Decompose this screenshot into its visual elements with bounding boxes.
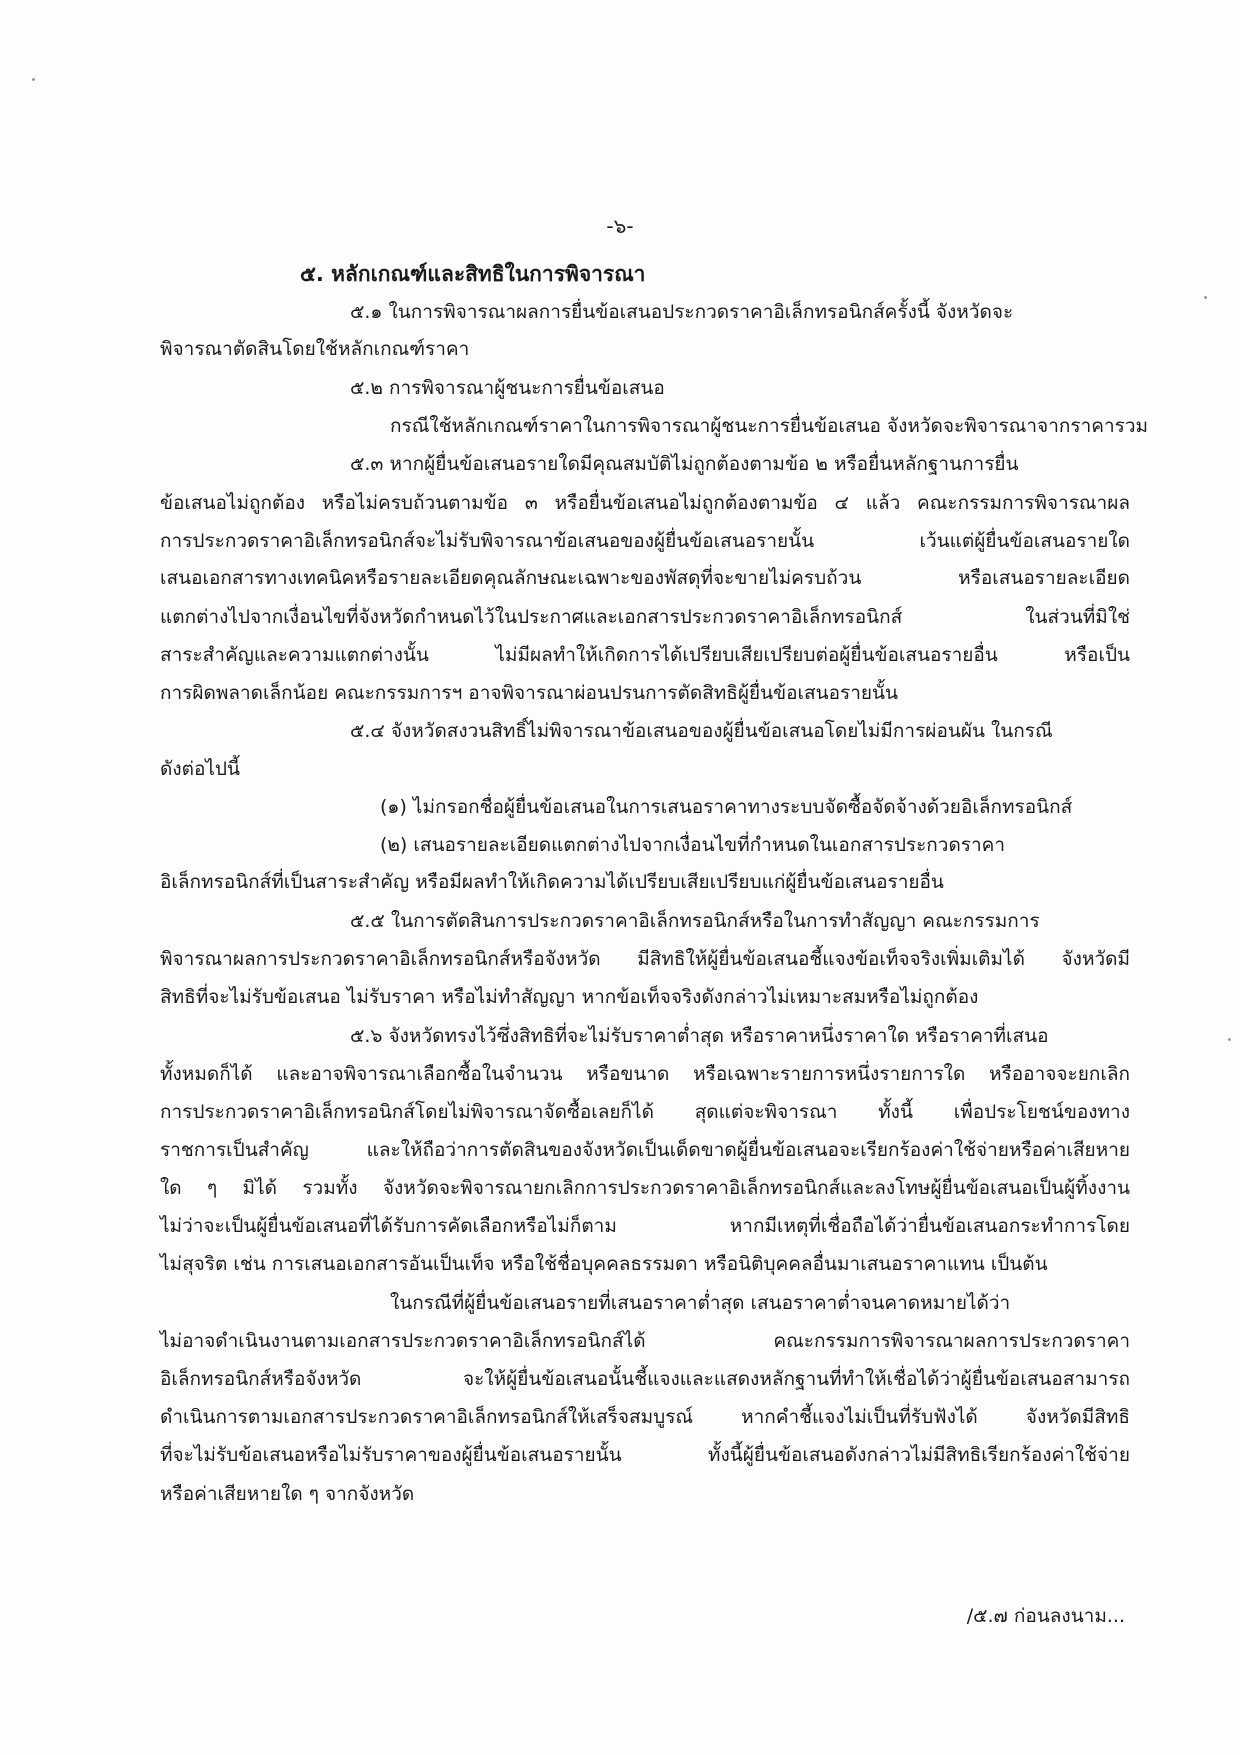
paragraph-line: หรือค่าเสียหายใด ๆ จากจังหวัด <box>160 1483 415 1505</box>
paragraph-line: ๕.๓ หากผู้ยื่นข้อเสนอรายใดมีคุณสมบัติไม่ถูกต้องตามข้อ ๒ หรือยื่นหลักฐานการยื่น <box>350 453 1019 475</box>
paragraph-line: ๕.๕ ในการตัดสินการประกวดราคาอิเล็กทรอนิกส์หรือในการทำสัญญา คณะกรรมการ <box>350 910 1040 932</box>
paragraph-line: ข้อเสนอไม่ถูกต้อง หรือไม่ครบถ้วนตามข้อ ๓ หรือยื่นข้อเสนอไม่ถูกต้องตามข้อ ๔ แล้ว คณะกรรมการพิจารณาผล <box>160 492 1130 514</box>
paragraph-line: ใด ๆ มิได้ รวมทั้ง จังหวัดจะพิจารณายกเลิกการประกวดราคาอิเล็กทรอนิกส์และลงโทษผู้ยื่นข้อเสนอเป็นผู้ทิ้งงาน <box>160 1177 1130 1199</box>
paragraph-line: เสนอเอกสารทางเทคนิคหรือรายละเอียดคุณลักษณะเฉพาะของพัสดุที่จะขายไม่ครบถ้วน หรือเสนอรายละเอียด <box>160 567 1130 589</box>
list-item: (๑) ไม่กรอกชื่อผู้ยื่นข้อเสนอในการเสนอราคาทางระบบจัดซื้อจัดจ้างด้วยอิเล็กทรอนิกส์ <box>380 796 1073 818</box>
paragraph-line: แตกต่างไปจากเงื่อนไขที่จังหวัดกำหนดไว้ในประกาศและเอกสารประกวดราคาอิเล็กทรอนิกส์ ในส่วนที่มิใช่ <box>160 606 1130 628</box>
paragraph-line: สาระสำคัญและความแตกต่างนั้น ไม่มีผลทำให้เกิดการได้เปรียบเสียเปรียบต่อผู้ยื่นข้อเสนอรายอื่น หรือเป็น <box>160 644 1130 666</box>
list-item: (๒) เสนอรายละเอียดแตกต่างไปจากเงื่อนไขที่กำหนดในเอกสารประกวดราคา <box>380 834 1006 856</box>
paragraph-line: ๕.๒ การพิจารณาผู้ชนะการยื่นข้อเสนอ <box>350 377 665 399</box>
paragraph-line: ราชการเป็นสำคัญ และให้ถือว่าการตัดสินของจังหวัดเป็นเด็ดขาดผู้ยื่นข้อเสนอจะเรียกร้องค่าใช้จ่ายหรือค่าเสียหาย <box>160 1139 1130 1161</box>
paragraph-line: ในกรณีที่ผู้ยื่นข้อเสนอรายที่เสนอราคาต่ำสุด เสนอราคาต่ำจนคาดหมายได้ว่า <box>390 1292 1011 1314</box>
paragraph-line: พิจารณาตัดสินโดยใช้หลักเกณฑ์ราคา <box>160 338 470 360</box>
paragraph-line: การประกวดราคาอิเล็กทรอนิกส์จะไม่รับพิจารณาข้อเสนอของผู้ยื่นข้อเสนอรายนั้น เว้นแต่ผู้ยื่นข้อเสนอรายใด <box>160 530 1130 552</box>
paragraph-line: ไม่สุจริต เช่น การเสนอเอกสารอันเป็นเท็จ หรือใช้ชื่อบุคคลธรรมดา หรือนิติบุคคลอื่นมาเสนอราคาแทน เป็นต้น <box>160 1253 1048 1275</box>
paragraph-line: ไม่ว่าจะเป็นผู้ยื่นข้อเสนอที่ได้รับการคัดเลือกหรือไม่ก็ตาม หากมีเหตุที่เชื่อถือได้ว่ายื่นข้อเสนอกระทำการโดย <box>160 1215 1130 1237</box>
scan-speck <box>1204 296 1207 299</box>
paragraph-line: พิจารณาผลการประกวดราคาอิเล็กทรอนิกส์หรือจังหวัด มีสิทธิให้ผู้ยื่นข้อเสนอชี้แจงข้อเท็จจริงเพิ่มเติมได้ จังหวัดมี <box>160 948 1130 970</box>
paragraph-line: ไม่อาจดำเนินงานตามเอกสารประกวดราคาอิเล็กทรอนิกส์ได้ คณะกรรมการพิจารณาผลการประกวดราคา <box>160 1330 1130 1352</box>
scan-speck <box>32 78 35 81</box>
paragraph-line: การประกวดราคาอิเล็กทรอนิกส์โดยไม่พิจารณาจัดซื้อเลยก็ได้ สุดแต่จะพิจารณา ทั้งนี้ เพื่อประโยชน์ของทาง <box>160 1101 1130 1123</box>
paragraph-line: ดำเนินการตามเอกสารประกวดราคาอิเล็กทรอนิกส์ให้เสร็จสมบูรณ์ หากคำชี้แจงไม่เป็นที่รับฟังได้ จังหวัดมีสิทธิ <box>160 1406 1130 1428</box>
paragraph-line: สิทธิที่จะไม่รับข้อเสนอ ไม่รับราคา หรือไม่ทำสัญญา หากข้อเท็จจริงดังกล่าวไม่เหมาะสมหรือไม่ถูกต้อง <box>160 986 979 1008</box>
paragraph-line: ๕.๑ ในการพิจารณาผลการยื่นข้อเสนอประกวดราคาอิเล็กทรอนิกส์ครั้งนี้ จังหวัดจะ <box>350 301 1014 323</box>
paragraph-line: ๕.๖ จังหวัดทรงไว้ซึ่งสิทธิที่จะไม่รับราคาต่ำสุด หรือราคาหนึ่งราคาใด หรือราคาที่เสนอ <box>350 1025 1049 1047</box>
paragraph-line: การผิดพลาดเล็กน้อย คณะกรรมการฯ อาจพิจารณาผ่อนปรนการตัดสิทธิผู้ยื่นข้อเสนอรายนั้น <box>160 682 899 704</box>
paragraph-line: อิเล็กทรอนิกส์ที่เป็นสาระสำคัญ หรือมีผลทำให้เกิดความได้เปรียบเสียเปรียบแก่ผู้ยื่นข้อเสนอรายอื่น <box>160 871 944 893</box>
paragraph-line: ๕.๔ จังหวัดสงวนสิทธิ์ไม่พิจารณาข้อเสนอของผู้ยื่นข้อเสนอโดยไม่มีการผ่อนผัน ในกรณี <box>350 720 1053 742</box>
paragraph-line: อิเล็กทรอนิกส์หรือจังหวัด จะให้ผู้ยื่นข้อเสนอนั้นชี้แจงและแสดงหลักฐานที่ทำให้เชื่อได้ว่าผู้ยื่นข้อเสนอสามารถ <box>160 1368 1130 1390</box>
paragraph-line: กรณีใช้หลักเกณฑ์ราคาในการพิจารณาผู้ชนะการยื่นข้อเสนอ จังหวัดจะพิจารณาจากราคารวม <box>390 415 1149 437</box>
continuation-note: /๕.๗ ก่อนลงนาม... <box>966 1605 1125 1627</box>
page-number: -๖- <box>606 214 634 238</box>
paragraph-line: ทั้งหมดก็ได้ และอาจพิจารณาเลือกซื้อในจำนวน หรือขนาด หรือเฉพาะรายการหนึ่งรายการใด หรืออาจจะยกเลิก <box>160 1063 1130 1085</box>
paragraph-line: ดังต่อไปนี้ <box>160 758 240 780</box>
scan-speck <box>1228 1038 1231 1041</box>
paragraph-line: ที่จะไม่รับข้อเสนอหรือไม่รับราคาของผู้ยื่นข้อเสนอรายนั้น ทั้งนี้ผู้ยื่นข้อเสนอดังกล่าวไม่มีสิทธิเรียกร้องค่าใช้จ่าย <box>160 1444 1130 1466</box>
section-heading: ๕. หลักเกณฑ์และสิทธิในการพิจารณา <box>300 262 646 286</box>
